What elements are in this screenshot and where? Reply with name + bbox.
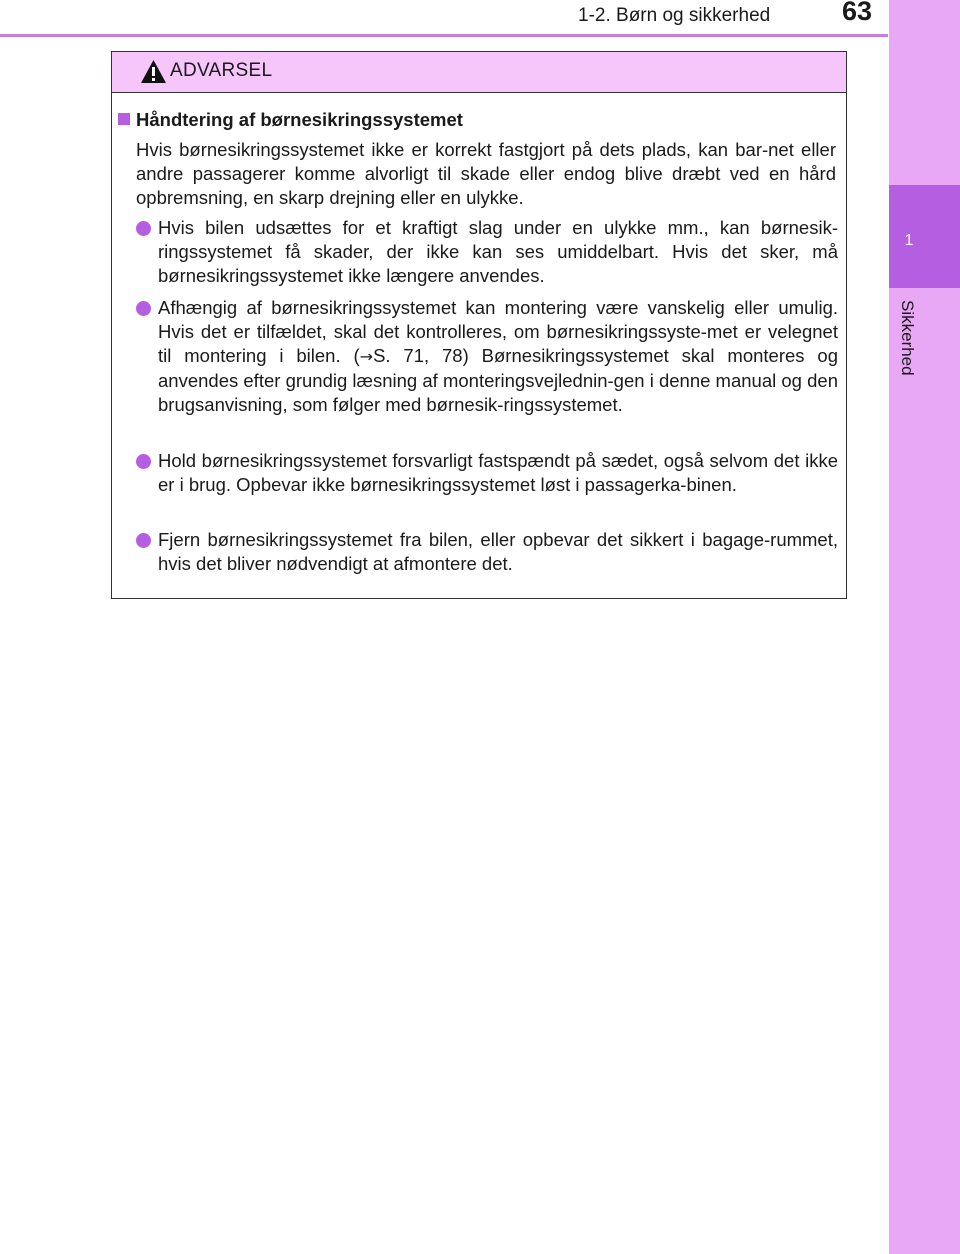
bullet-text: Hvis bilen udsættes for et kraftigt slag under en ulykke mm., kan børnesik-ringssystemet få skader, der ikke kan ses umiddelbart. Hvis det sker, må børnesikringssystemet ikke længere anvendes.	[158, 217, 838, 286]
list-item	[136, 296, 838, 417]
bullet-text: Fjern børnesikringssystemet fra bilen, eller opbevar det sikkert i bagage-rummet, hvis det bliver nødvendigt at afmontere det.	[158, 529, 838, 574]
bullet-dot-icon	[136, 533, 151, 548]
warning-header	[112, 52, 846, 93]
warning-body	[112, 92, 846, 598]
header-divider	[0, 34, 888, 37]
warning-intro: Hvis børnesikringssystemet ikke er korrekt fastgjort på dets plads, kan bar-net eller andre passagerer komme alvorligt til skade eller endog blive dræbt ved en hård opbremsning, en skarp drejning eller en ulykke.	[136, 139, 836, 208]
warning-title: ADVARSEL	[170, 60, 273, 81]
list-item	[136, 216, 838, 288]
chapter-number: 1	[904, 232, 914, 249]
bullet-text: Hold børnesikringssystemet forsvarligt fastspændt på sædet, også selvom det ikke er i brug. Opbevar ikke børnesikringssystemet løst i passagerka-binen.	[158, 450, 838, 495]
bullet-dot-icon	[136, 221, 151, 236]
warning-box	[111, 51, 847, 599]
page-number: 63	[841, 0, 873, 26]
bullet-dot-icon	[136, 454, 151, 469]
section-title: 1-2. Børn og sikkerhed	[578, 5, 771, 26]
arrow-right-icon: →	[359, 347, 374, 366]
warning-subheading	[118, 109, 836, 131]
list-item	[136, 449, 838, 497]
bullet-dot-icon	[136, 301, 151, 316]
bullet-text-continued: S. 71, 78) Børnesikringssystemet skal monteres og anvendes efter grundig læsning af monteringsvejlednin-gen i denne manual og den brugsanvisning, som følger med børnesik-ringssystemet.	[158, 345, 838, 415]
warning-triangle-icon	[140, 59, 167, 84]
square-bullet-icon	[118, 113, 130, 125]
chapter-name: Sikkerhed	[898, 300, 917, 376]
bullet-text: Afhængig af børnesikringssystemet kan montering være vanskelig eller umulig. Hvis det er tilfældet, skal det kontrolleres, om børnesikringssyste-met er velegnet til montering i bilen. (	[158, 297, 838, 366]
list-item	[136, 528, 838, 576]
warning-subheading-text: Håndtering af børnesikringssystemet	[136, 109, 463, 130]
